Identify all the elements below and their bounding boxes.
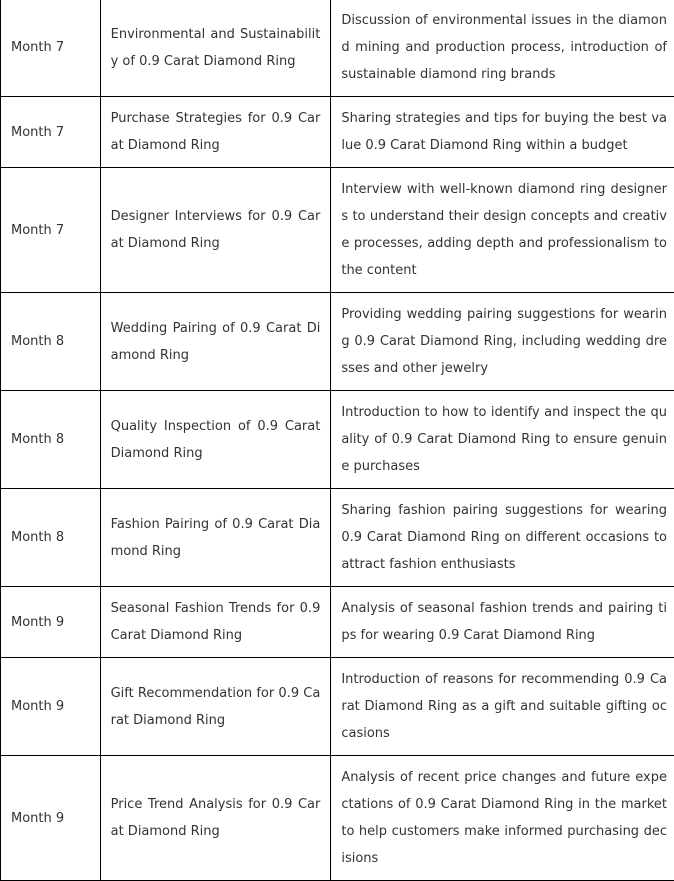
month-cell: Month 8	[1, 391, 101, 489]
topic-cell: Quality Inspection of 0.9 Carat Diamond Ring	[100, 391, 331, 489]
table-row	[1, 391, 674, 489]
table-row	[1, 168, 674, 293]
table-row	[1, 489, 674, 587]
table-row	[1, 97, 674, 168]
month-cell: Month 9	[1, 658, 101, 756]
description-cell: Introduction to how to identify and inspect the quality of 0.9 Carat Diamond Ring to ensure genuine purchases	[331, 391, 674, 489]
topic-cell: Fashion Pairing of 0.9 Carat Diamond Ring	[100, 489, 331, 587]
table-row	[1, 587, 674, 658]
topic-cell: Seasonal Fashion Trends for 0.9 Carat Diamond Ring	[100, 587, 331, 658]
topic-cell: Gift Recommendation for 0.9 Carat Diamond Ring	[100, 658, 331, 756]
topic-cell: Wedding Pairing of 0.9 Carat Diamond Ring	[100, 293, 331, 391]
month-cell: Month 9	[1, 756, 101, 881]
description-cell: Analysis of recent price changes and future expectations of 0.9 Carat Diamond Ring in the market to help customers make informed purchasing decisions	[331, 756, 674, 881]
description-cell: Discussion of environmental issues in the diamond mining and production process, introduction of sustainable diamond ring brands	[331, 0, 674, 97]
topic-cell: Purchase Strategies for 0.9 Carat Diamond Ring	[100, 97, 331, 168]
table-row	[1, 0, 674, 97]
month-cell: Month 7	[1, 97, 101, 168]
month-cell: Month 8	[1, 489, 101, 587]
topic-cell: Price Trend Analysis for 0.9 Carat Diamond Ring	[100, 756, 331, 881]
month-cell: Month 7	[1, 168, 101, 293]
table-row	[1, 756, 674, 881]
description-cell: Providing wedding pairing suggestions for wearing 0.9 Carat Diamond Ring, including wedding dresses and other jewelry	[331, 293, 674, 391]
description-cell: Sharing fashion pairing suggestions for wearing 0.9 Carat Diamond Ring on different occasions to attract fashion enthusiasts	[331, 489, 674, 587]
description-cell: Interview with well-known diamond ring designers to understand their design concepts and creative processes, adding depth and professionalism to the content	[331, 168, 674, 293]
table-row	[1, 658, 674, 756]
month-cell: Month 8	[1, 293, 101, 391]
description-cell: Introduction of reasons for recommending 0.9 Carat Diamond Ring as a gift and suitable gifting occasions	[331, 658, 674, 756]
description-cell: Sharing strategies and tips for buying the best value 0.9 Carat Diamond Ring within a budget	[331, 97, 674, 168]
topic-cell: Designer Interviews for 0.9 Carat Diamond Ring	[100, 168, 331, 293]
topic-cell: Environmental and Sustainability of 0.9 Carat Diamond Ring	[100, 0, 331, 97]
month-cell: Month 7	[1, 0, 101, 97]
month-cell: Month 9	[1, 587, 101, 658]
description-cell: Analysis of seasonal fashion trends and pairing tips for wearing 0.9 Carat Diamond Ring	[331, 587, 674, 658]
table-row	[1, 293, 674, 391]
